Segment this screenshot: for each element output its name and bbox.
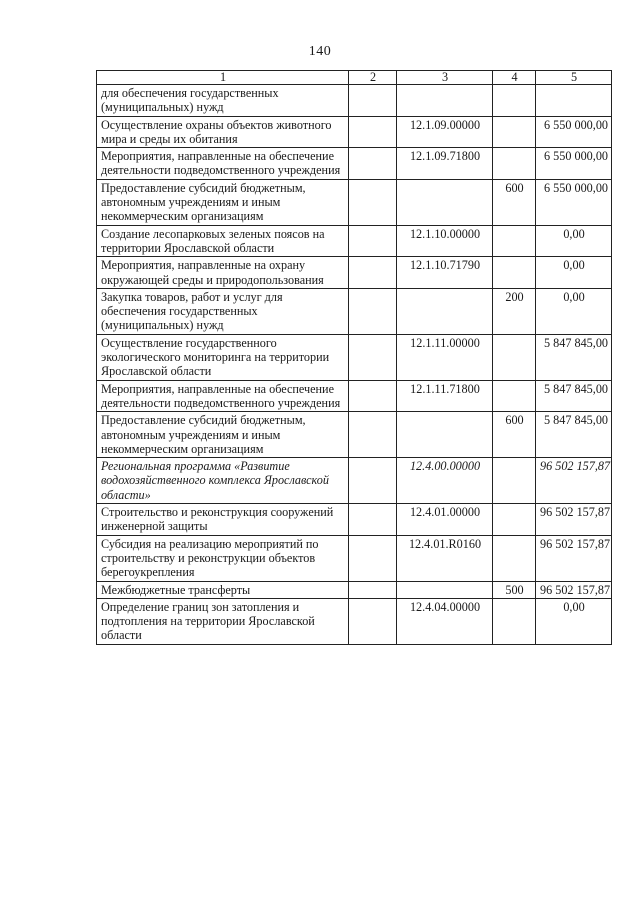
row-code: 12.4.01.00000 <box>397 504 493 536</box>
table-row <box>97 179 612 225</box>
row-col2 <box>349 225 397 257</box>
row-amount: 0,00 <box>536 288 612 334</box>
row-type <box>493 458 536 504</box>
row-col2 <box>349 116 397 148</box>
row-code <box>397 412 493 458</box>
row-name: Создание лесопарковых зеленых поясов на территории Ярославской области <box>97 225 349 257</box>
row-type: 600 <box>493 179 536 225</box>
header-col-4: 4 <box>493 71 536 85</box>
header-col-3: 3 <box>397 71 493 85</box>
row-amount <box>536 85 612 117</box>
row-col2 <box>349 535 397 581</box>
row-type <box>493 257 536 289</box>
table-row <box>97 581 612 598</box>
row-code: 12.4.01.R0160 <box>397 535 493 581</box>
row-name: Межбюджетные трансферты <box>97 581 349 598</box>
header-col-2: 2 <box>349 71 397 85</box>
row-type <box>493 380 536 412</box>
row-name: Осуществление государственного экологического мониторинга на территории Ярославской области <box>97 334 349 380</box>
row-amount: 96 502 157,87 <box>536 581 612 598</box>
row-code: 12.1.11.71800 <box>397 380 493 412</box>
table-row <box>97 504 612 536</box>
row-col2 <box>349 179 397 225</box>
table-row <box>97 257 612 289</box>
header-col-5: 5 <box>536 71 612 85</box>
row-col2 <box>349 380 397 412</box>
row-name: Мероприятия, направленные на охрану окружающей среды и природопользования <box>97 257 349 289</box>
row-name: Предоставление субсидий бюджетным, автономным учреждениям и иным некоммерческим организациям <box>97 412 349 458</box>
row-amount: 6 550 000,00 <box>536 148 612 180</box>
budget-table <box>96 70 612 645</box>
row-amount: 5 847 845,00 <box>536 380 612 412</box>
row-col2 <box>349 85 397 117</box>
row-code: 12.1.10.00000 <box>397 225 493 257</box>
row-amount: 96 502 157,87 <box>536 535 612 581</box>
table-row <box>97 288 612 334</box>
table-row <box>97 148 612 180</box>
row-amount: 0,00 <box>536 598 612 644</box>
row-type: 600 <box>493 412 536 458</box>
row-type <box>493 225 536 257</box>
row-col2 <box>349 581 397 598</box>
row-name: Региональная программа «Развитие водохозяйственного комплекса Ярославской области» <box>97 458 349 504</box>
row-type <box>493 116 536 148</box>
row-code: 12.4.04.00000 <box>397 598 493 644</box>
row-col2 <box>349 412 397 458</box>
row-name: Закупка товаров, работ и услуг для обеспечения государственных (муниципальных) нужд <box>97 288 349 334</box>
row-amount: 6 550 000,00 <box>536 116 612 148</box>
row-name: для обеспечения государственных (муниципальных) нужд <box>97 85 349 117</box>
row-code <box>397 85 493 117</box>
table-row <box>97 458 612 504</box>
row-name: Субсидия на реализацию мероприятий по строительству и реконструкции объектов берегоукрепления <box>97 535 349 581</box>
header-col-1: 1 <box>97 71 349 85</box>
table-row <box>97 116 612 148</box>
table-row <box>97 85 612 117</box>
row-amount: 0,00 <box>536 257 612 289</box>
table-row <box>97 535 612 581</box>
row-code: 12.1.09.71800 <box>397 148 493 180</box>
header-row <box>97 71 612 85</box>
row-amount: 5 847 845,00 <box>536 412 612 458</box>
row-amount: 5 847 845,00 <box>536 334 612 380</box>
row-amount: 96 502 157,87 <box>536 504 612 536</box>
row-col2 <box>349 288 397 334</box>
table-row <box>97 380 612 412</box>
row-type <box>493 148 536 180</box>
table-body <box>97 85 612 645</box>
row-type <box>493 504 536 536</box>
row-code: 12.1.11.00000 <box>397 334 493 380</box>
row-col2 <box>349 257 397 289</box>
row-code <box>397 288 493 334</box>
row-type <box>493 535 536 581</box>
row-code: 12.4.00.00000 <box>397 458 493 504</box>
row-name: Строительство и реконструкция сооружений инженерной защиты <box>97 504 349 536</box>
row-col2 <box>349 458 397 504</box>
row-col2 <box>349 334 397 380</box>
row-amount: 6 550 000,00 <box>536 179 612 225</box>
table-row <box>97 225 612 257</box>
row-col2 <box>349 148 397 180</box>
row-amount: 96 502 157,87 <box>536 458 612 504</box>
row-col2 <box>349 598 397 644</box>
page-number: 140 <box>308 44 332 59</box>
row-type: 500 <box>493 581 536 598</box>
row-code: 12.1.10.71790 <box>397 257 493 289</box>
row-type <box>493 334 536 380</box>
row-name: Осуществление охраны объектов животного мира и среды их обитания <box>97 116 349 148</box>
table-row <box>97 412 612 458</box>
row-type <box>493 85 536 117</box>
row-col2 <box>349 504 397 536</box>
row-name: Определение границ зон затопления и подтопления на территории Ярославской области <box>97 598 349 644</box>
row-type: 200 <box>493 288 536 334</box>
table-row <box>97 334 612 380</box>
row-amount: 0,00 <box>536 225 612 257</box>
row-name: Предоставление субсидий бюджетным, автономным учреждениям и иным некоммерческим организациям <box>97 179 349 225</box>
row-code <box>397 581 493 598</box>
row-name: Мероприятия, направленные на обеспечение деятельности подведомственного учреждения <box>97 148 349 180</box>
row-name: Мероприятия, направленные на обеспечение деятельности подведомственного учреждения <box>97 380 349 412</box>
row-type <box>493 598 536 644</box>
row-code: 12.1.09.00000 <box>397 116 493 148</box>
table-row <box>97 598 612 644</box>
row-code <box>397 179 493 225</box>
